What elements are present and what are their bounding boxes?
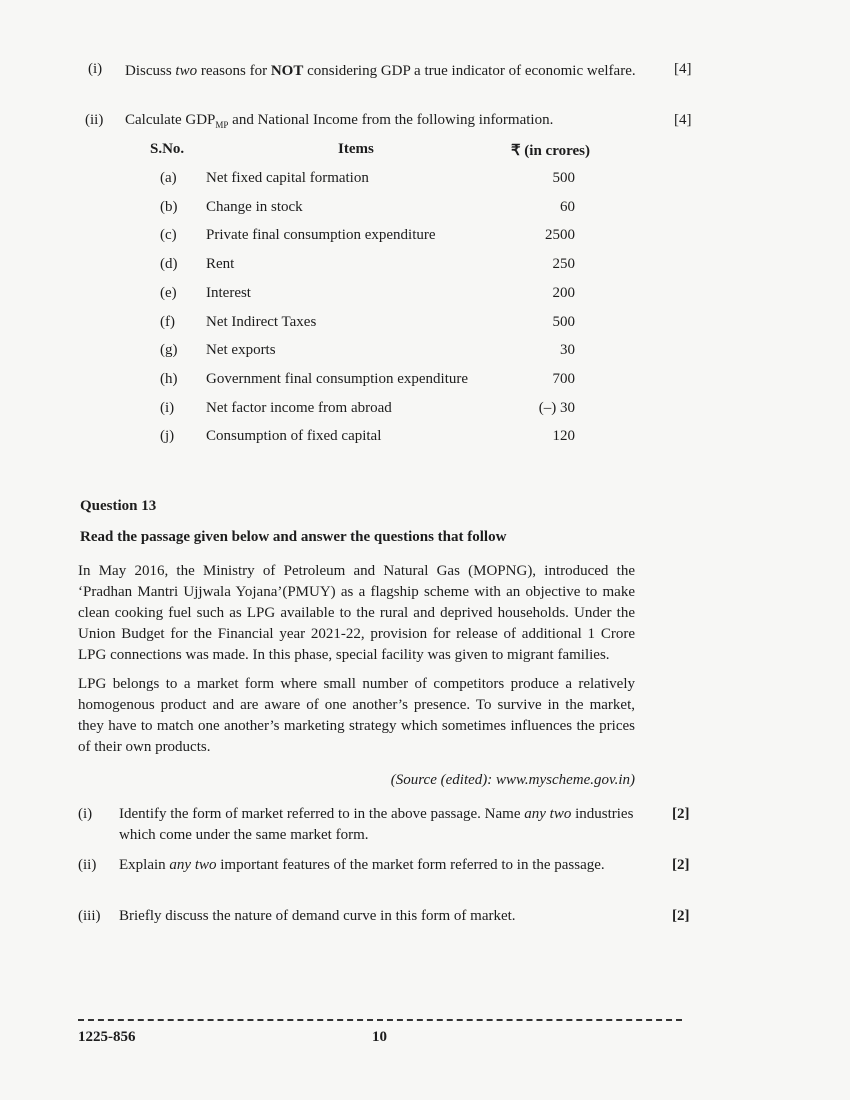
row-item: Change in stock <box>206 198 303 215</box>
row-label: (j) <box>160 428 175 445</box>
page-number: 10 <box>372 1029 387 1045</box>
table-row <box>0 400 850 422</box>
row-label: (c) <box>160 227 177 244</box>
row-item: Net factor income from abroad <box>206 399 392 416</box>
row-value: 120 <box>552 428 575 445</box>
row-label: (e) <box>160 284 177 301</box>
passage <box>78 561 635 766</box>
table-row <box>0 314 850 336</box>
footer-divider <box>78 1019 682 1021</box>
instruction: Read the passage given below and answer the questions that follow <box>80 529 507 545</box>
row-label: (h) <box>160 370 178 387</box>
row-label: (f) <box>160 313 175 330</box>
row-label: (d) <box>160 256 178 273</box>
row-label: (a) <box>160 170 177 186</box>
source-citation: (Source (edited): www.myscheme.gov.in) <box>390 772 635 788</box>
row-item: Net Indirect Taxes <box>206 313 317 330</box>
row-value: 2500 <box>545 227 575 244</box>
row-item: Government final consumption expenditure <box>206 370 469 387</box>
table-row <box>0 256 850 278</box>
row-value: 700 <box>552 370 575 387</box>
row-value: 60 <box>560 198 575 215</box>
table-row <box>0 428 850 450</box>
row-item: Interest <box>206 284 251 301</box>
row-value: 250 <box>552 256 575 273</box>
table-row <box>0 371 850 393</box>
table-row <box>0 342 850 364</box>
row-label: (g) <box>160 342 178 359</box>
passage-paragraph: LPG belongs to a market form where small number of competitors produce a relatively homogenous product and are aware of one another’s presence. To survive in the market, they have to match one another’s marketing strategy which sometimes influences the prices of their own products. <box>78 676 635 755</box>
marks: [4] <box>674 61 692 77</box>
row-item: Consumption of fixed capital <box>206 428 382 445</box>
row-label: (i) <box>160 399 175 416</box>
question-number: (ii) <box>85 112 104 128</box>
row-value: 500 <box>552 170 575 186</box>
row-value: (–) 30 <box>538 399 575 416</box>
row-value: 200 <box>552 284 575 301</box>
row-item: Net fixed capital formation <box>206 170 369 186</box>
marks: [4] <box>674 112 692 128</box>
question-text: Calculate $GDP_{MP}$ and National Income from the following information. <box>125 112 554 130</box>
question-text: Discuss two reasons for NOT considering GDP a true indicator of economic welfare. <box>125 63 636 79</box>
row-value: 500 <box>552 313 575 330</box>
row-item: Private final consumption expenditure <box>206 227 436 244</box>
table-row <box>0 285 850 307</box>
row-item: Net exports <box>206 342 276 359</box>
row-value: 30 <box>560 342 575 359</box>
table-row <box>0 170 850 192</box>
table-row <box>0 199 850 221</box>
table-header: S.No. Items ₹ (in crores) <box>150 141 590 159</box>
question-title: Question 13 <box>80 498 157 514</box>
question-number: (i) <box>88 61 103 77</box>
passage-paragraph: In May 2016, the Ministry of Petroleum and Natural Gas (MOPNG), introduced the ‘Pradhan Mantri Ujjwala Yojana’(PMUY) as a flagship scheme with an objective to make clean cooking fuel such as LPG available to the rural and deprived households. Under the Union Budget for the Financial year 2021-22, provision for release of additional 1 Crore LPG connections was made. In this phase, special facility was given to migrant families. <box>78 563 635 663</box>
row-label: (b) <box>160 198 178 215</box>
table-row <box>0 227 850 249</box>
row-item: Rent <box>206 256 235 273</box>
paper-code: 1225-856 <box>78 1029 136 1045</box>
